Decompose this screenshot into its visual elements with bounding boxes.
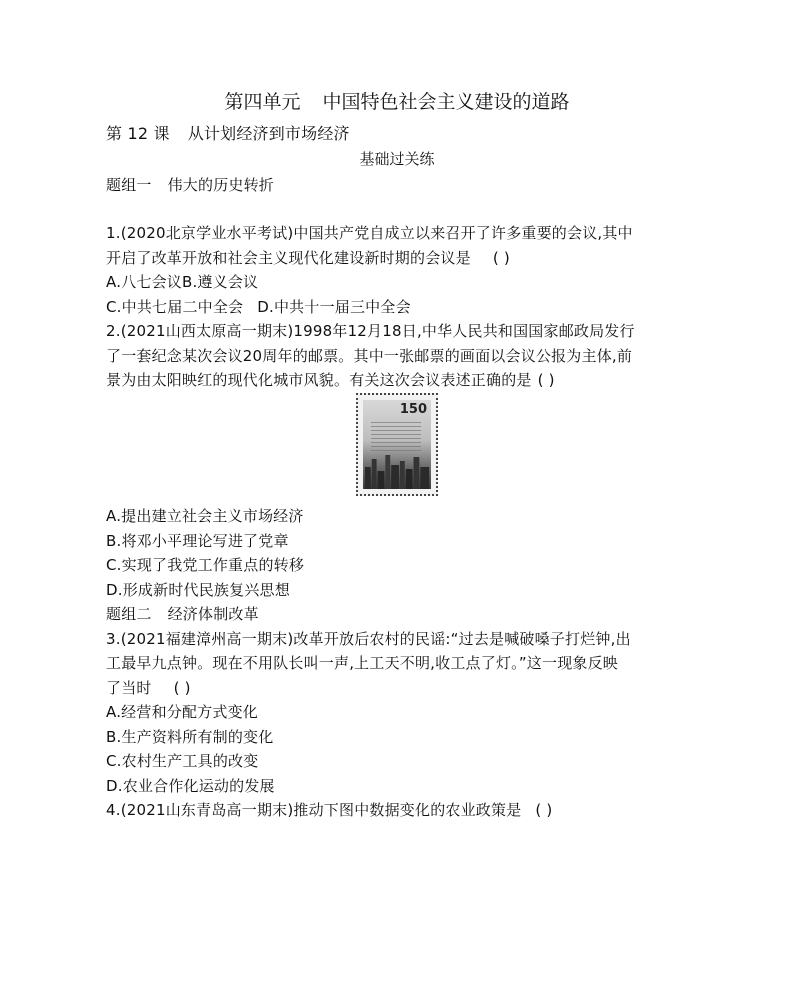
q1-option-d: D.中共十一届三中全会 (257, 298, 411, 316)
q1-options-row-1 (106, 272, 258, 292)
q3-answer-paren: ( ) (173, 679, 191, 697)
q3-option-d: D.农业合作化运动的发展 (106, 777, 275, 795)
q1-stem-line-1: 1.(2020北京学业水平考试)中国共产党自成立以来召开了许多重要的会议,其中 (106, 224, 633, 242)
q3-stem-line-3: 了当时 ( ) (106, 679, 191, 697)
q2-stem-line-2: 了一套纪念某次会议20周年的邮票。其中一张邮票的画面以会议公报为主体,前 (106, 347, 633, 365)
q4-answer-paren: ( ) (535, 801, 553, 819)
stamp-face-value: 150 (399, 402, 427, 417)
q2-answer-paren: ( ) (537, 371, 555, 389)
group-1-name: 伟大的历史转折 (167, 176, 275, 194)
group-2-label: 题组二 (106, 605, 152, 623)
q1-answer-paren: ( ) (492, 249, 510, 267)
lesson-title (106, 124, 350, 144)
stamp-communique-text-graphic (371, 422, 421, 452)
unit-title (0, 89, 794, 115)
commemorative-stamp-image (356, 393, 438, 496)
q3-option-c: C.农村生产工具的改变 (106, 752, 259, 770)
q2-option-b: B.将邓小平理论写进了党章 (106, 532, 289, 550)
group-2-title (106, 604, 259, 624)
q1-option-b: B.遵义会议 (181, 273, 259, 291)
q3-option-b: B.生产资料所有制的变化 (106, 728, 274, 746)
q1-stem-line-2: 开启了改革开放和社会主义现代化建设新时期的会议是 ( ) (106, 249, 510, 267)
group-1-title (106, 175, 274, 195)
q2-option-c: C.实现了我党工作重点的转移 (106, 556, 305, 574)
group-1-label: 题组一 (106, 176, 152, 194)
q2-option-a: A.提出建立社会主义市场经济 (106, 507, 304, 525)
q2-stem-line-3: 景为由太阳映红的现代化城市风貌。有关这次会议表述正确的是 ( ) (106, 371, 555, 389)
q3-stem-line-2: 工最早九点钟。现在不用队长叫一声,上工天不明,收工点了灯。”这一现象反映 (106, 654, 619, 672)
lesson-label: 第 12 课 (106, 124, 170, 143)
q1-options-row-2 (106, 297, 411, 317)
q1-option-c: C.中共七届二中全会 (106, 298, 244, 316)
q4-stem-line-1: 4.(2021山东青岛高一期末)推动下图中数据变化的农业政策是 ( ) (106, 801, 553, 819)
q2-stem-line-1: 2.(2021山西太原高一期末)1998年12月18日,中华人民共和国国家邮政局发行 (106, 322, 635, 340)
q1-option-a: A.八七会议 (106, 273, 182, 291)
q3-option-a: A.经营和分配方式变化 (106, 703, 258, 721)
q2-option-d: D.形成新时代民族复兴思想 (106, 581, 290, 599)
lesson-name: 从计划经济到市场经济 (187, 124, 350, 143)
practice-title: 基础过关练 (359, 150, 435, 168)
q3-stem-line-1: 3.(2021福建漳州高一期末)改革开放后农村的民谣:“过去是喊破嗓子打烂钟,出 (106, 630, 631, 648)
unit-number: 第四单元 (224, 91, 301, 113)
group-2-name: 经济体制改革 (167, 605, 259, 623)
unit-name: 中国特色社会主义建设的道路 (322, 91, 570, 113)
stamp-city-skyline-graphic (363, 449, 431, 489)
